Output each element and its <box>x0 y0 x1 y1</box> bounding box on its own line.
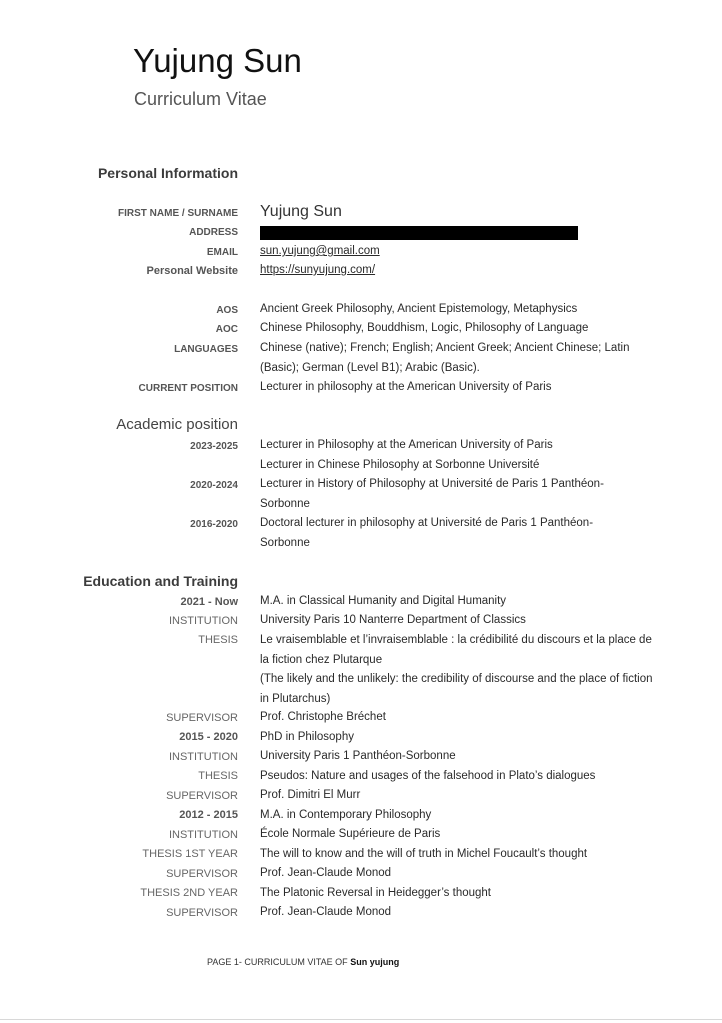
aos-label: AOS <box>216 305 238 316</box>
footer-owner: Sun yujung <box>350 957 400 967</box>
education-degree: PhD in Philosophy <box>260 731 354 743</box>
education-years: 2021 - Now <box>180 596 238 608</box>
website-value <box>260 261 660 281</box>
supervisor-value: Prof. Jean-Claude Monod <box>260 867 392 879</box>
footer-text: PAGE 1- CURRICULUM VITAE OF <box>207 957 348 967</box>
languages-label: LANGUAGES <box>174 344 238 355</box>
supervisor-label: SUPERVISOR <box>166 790 238 802</box>
thesis-label: THESIS <box>198 634 238 646</box>
aos-value: Ancient Greek Philosophy, Ancient Epistemology, Metaphysics <box>260 303 578 315</box>
email-link[interactable]: sun.yujung@gmail.com <box>260 245 380 257</box>
education-degree: M.A. in Contemporary Philosophy <box>260 809 432 821</box>
supervisor-value: Prof. Dimitri El Murr <box>260 789 361 801</box>
thesis-label: THESIS 1ST YEAR <box>142 848 238 860</box>
thesis-value: Le vraisemblable et l’invraisemblable : la crédibilité du discours et la place de la fiction chez Plutarque <box>260 634 652 666</box>
supervisor-label: SUPERVISOR <box>166 907 238 919</box>
email-label: EMAIL <box>206 247 238 258</box>
education-degree: M.A. in Classical Humanity and Digital Humanity <box>260 595 507 607</box>
institution-label: INSTITUTION <box>168 615 238 627</box>
supervisor-value: Prof. Christophe Bréchet <box>260 711 386 723</box>
institution-value: University Paris 1 Panthéon-Sorbonne <box>260 750 456 762</box>
thesis-value: The Platonic Reversal in Heidegger’s thought <box>260 887 491 899</box>
academic-entry: Doctoral lecturer in philosophy at Université de Paris 1 Panthéon-Sorbonne <box>260 517 594 549</box>
institution-value: University Paris 10 Nanterre Department of Classics <box>260 614 526 626</box>
page-subtitle: Curriculum Vitae <box>134 89 267 109</box>
academic-entry: Lecturer in Philosophy at the American University of Paris <box>260 439 553 451</box>
supervisor-value: Prof. Jean-Claude Monod <box>260 906 392 918</box>
website-link[interactable]: https://sunyujung.com/ <box>260 264 376 276</box>
name-label: FIRST NAME / SURNAME <box>118 208 238 219</box>
address-redaction <box>260 226 578 240</box>
page-footer <box>207 957 399 967</box>
education-heading: Education and Training <box>83 573 238 589</box>
aoc-label: AOC <box>215 324 238 335</box>
education-years: 2012 - 2015 <box>179 809 238 821</box>
current-position-value: Lecturer in philosophy at the American University of Paris <box>260 381 552 393</box>
academic-entry: Lecturer in Chinese Philosophy at Sorbonne Université <box>260 459 540 471</box>
thesis-translation: (The likely and the unlikely: the credibility of discourse and the place of fiction in Plutarchus) <box>260 673 653 705</box>
academic-years: 2020-2024 <box>190 480 238 491</box>
thesis-value: Pseudos: Nature and usages of the falsehood in Plato’s dialogues <box>260 770 596 782</box>
website-label: Personal Website <box>146 265 238 277</box>
name-value: Yujung Sun <box>260 203 342 220</box>
email-value <box>260 242 660 262</box>
institution-label: INSTITUTION <box>168 751 238 763</box>
thesis-value: The will to know and the will of truth in Michel Foucault’s thought <box>260 848 588 860</box>
thesis-label: THESIS 2ND YEAR <box>140 887 238 899</box>
supervisor-label: SUPERVISOR <box>166 868 238 880</box>
academic-years: 2023-2025 <box>190 441 238 452</box>
personal-info-heading: Personal Information <box>97 165 238 181</box>
page-divider <box>0 1019 722 1020</box>
languages-value: Chinese (native); French; English; Ancient Greek; Ancient Chinese; Latin (Basic); German (Level B1); Arabic (Basic). <box>260 342 630 374</box>
current-position-label: CURRENT POSITION <box>138 383 238 394</box>
page-title: Yujung Sun <box>133 42 302 79</box>
education-years: 2015 - 2020 <box>179 731 238 743</box>
academic-years: 2016-2020 <box>190 519 238 530</box>
supervisor-label: SUPERVISOR <box>166 712 238 724</box>
institution-value: École Normale Supérieure de Paris <box>260 828 441 840</box>
institution-label: INSTITUTION <box>168 829 238 841</box>
academic-position-heading: Academic position <box>116 416 238 433</box>
address-label: ADDRESS <box>189 227 238 238</box>
thesis-label: THESIS <box>198 770 238 782</box>
academic-entry: Lecturer in History of Philosophy at Université de Paris 1 Panthéon-Sorbonne <box>260 478 604 510</box>
aoc-value: Chinese Philosophy, Bouddhism, Logic, Philosophy of Language <box>260 322 589 334</box>
